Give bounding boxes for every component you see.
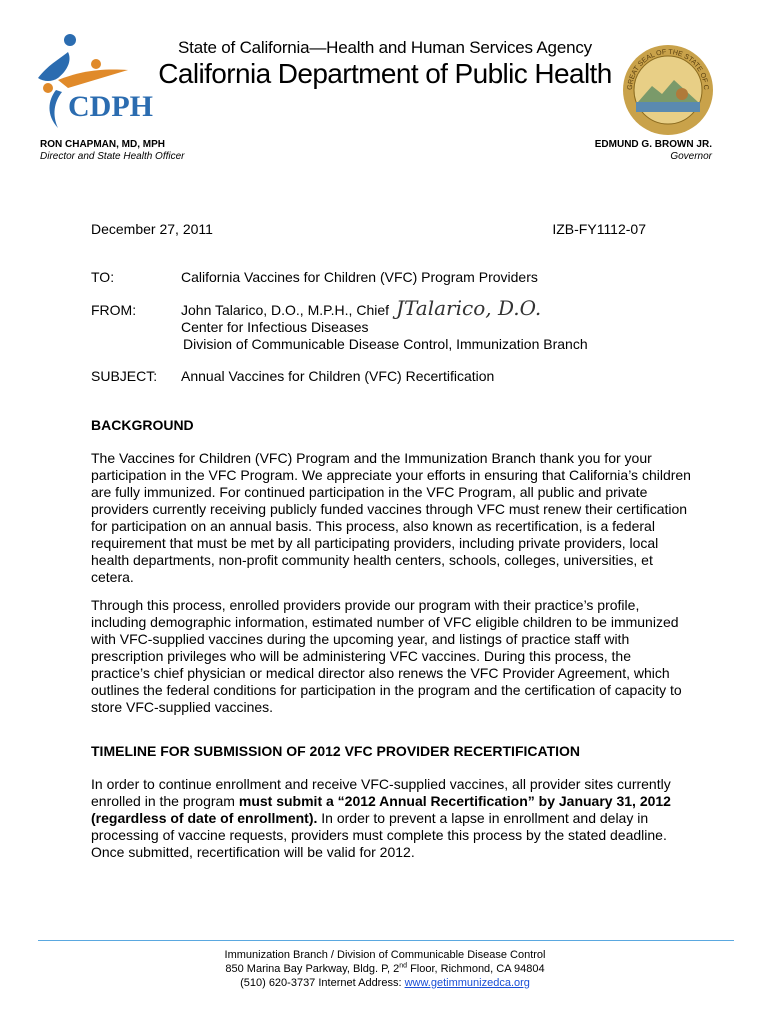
memo-ref: IZB-FY1112-07 bbox=[552, 221, 646, 237]
governor-block bbox=[595, 139, 712, 163]
from-line2: Center for Infectious Diseases bbox=[181, 319, 369, 335]
subject-value: Annual Vaccines for Children (VFC) Recertification bbox=[181, 368, 495, 384]
timeline-text-1: In order to continue enrollment and receive VFC-supplied vaccines, all provider sites currently enrolled in the program bbox=[91, 776, 671, 809]
from-row bbox=[91, 302, 389, 319]
memo-date: December 27, 2011 bbox=[91, 221, 213, 237]
director-title: Director and State Health Officer bbox=[40, 151, 185, 162]
timeline-heading: TIMELINE FOR SUBMISSION OF 2012 VFC PROVIDER RECERTIFICATION bbox=[91, 743, 581, 759]
footer-divider bbox=[38, 940, 734, 941]
to-row bbox=[91, 269, 538, 286]
footer-contact bbox=[0, 976, 770, 990]
footer-line1: Immunization Branch / Division of Communicable Disease Control bbox=[224, 949, 546, 961]
governor-name: EDMUND G. BROWN JR. bbox=[594, 139, 712, 150]
website-link[interactable]: www.getimmunizedca.org bbox=[404, 977, 530, 989]
background-paragraph-2: Through this process, enrolled providers provide our program with their practice’s profile, including demographic information, estimated number of VFC eligible children to be immunized with VFC-supplied vaccines during the upcoming year, and listings of practice staff with prescription privileges who will be administering VFC vaccines. During this process, the practice’s chief physician or medical director also renews the VFC Provider Agreement, which outlines the federal conditions for participation in the program and the certification of capacity to store VFC-supplied vaccines. bbox=[91, 597, 682, 715]
to-label: TO: bbox=[91, 269, 115, 285]
department-name: California Department of Public Health bbox=[158, 58, 612, 89]
footer bbox=[0, 948, 770, 990]
from-line1: John Talarico, D.O., M.P.H., Chief bbox=[181, 302, 390, 318]
timeline-text-2: In order to prevent a lapse in enrollment and delay in processing of vaccine requests, providers must complete this process by the stated deadline. Once submitted, recertification will be valid for 2012. bbox=[91, 810, 667, 860]
signature: JTalarico, D.O. bbox=[396, 296, 542, 320]
agency-name: State of California—Health and Human Services Agency bbox=[178, 38, 592, 57]
timeline-paragraph bbox=[91, 776, 691, 861]
timeline-deadline: must submit a “2012 Annual Recertification” by January 31, 2012 (regardless of date of enrollment). bbox=[91, 793, 671, 826]
seal-text: GREAT SEAL OF THE STATE OF C bbox=[626, 48, 710, 91]
to-value: California Vaccines for Children (VFC) Program Providers bbox=[181, 269, 538, 285]
footer-phone: (510) 620-3737 Internet Address: bbox=[240, 977, 405, 989]
director-block bbox=[40, 139, 185, 163]
background-heading: BACKGROUND bbox=[91, 417, 194, 433]
subject-row bbox=[91, 368, 494, 385]
from-label: FROM: bbox=[91, 302, 137, 318]
footer-address: 850 Marina Bay Parkway, Bldg. P, 2nd Floor, Richmond, CA 94804 bbox=[225, 962, 545, 975]
governor-title: Governor bbox=[670, 151, 712, 162]
director-name: RON CHAPMAN, MD, MPH bbox=[40, 139, 165, 150]
from-line3: Division of Communicable Disease Control, Immunization Branch bbox=[183, 336, 588, 352]
background-paragraph-1: The Vaccines for Children (VFC) Program and the Immunization Branch thank you for your participation in the VFC Program. We appreciate your efforts in ensuring that California’s children are fully immunized. For continued participation in the VFC Program, all public and private providers currently receiving publicly funded vaccines through VFC must renew their certification for participation on an annual basis. This process, also known as recertification, is a federal requirement that must be met by all participating providers, including private providers, local health departments, non-profit community health centers, schools, colleges, universities, et cetera. bbox=[91, 450, 691, 585]
subject-label: SUBJECT: bbox=[91, 368, 158, 384]
logo-text: CDPH bbox=[68, 90, 153, 123]
state-seal bbox=[622, 44, 714, 136]
